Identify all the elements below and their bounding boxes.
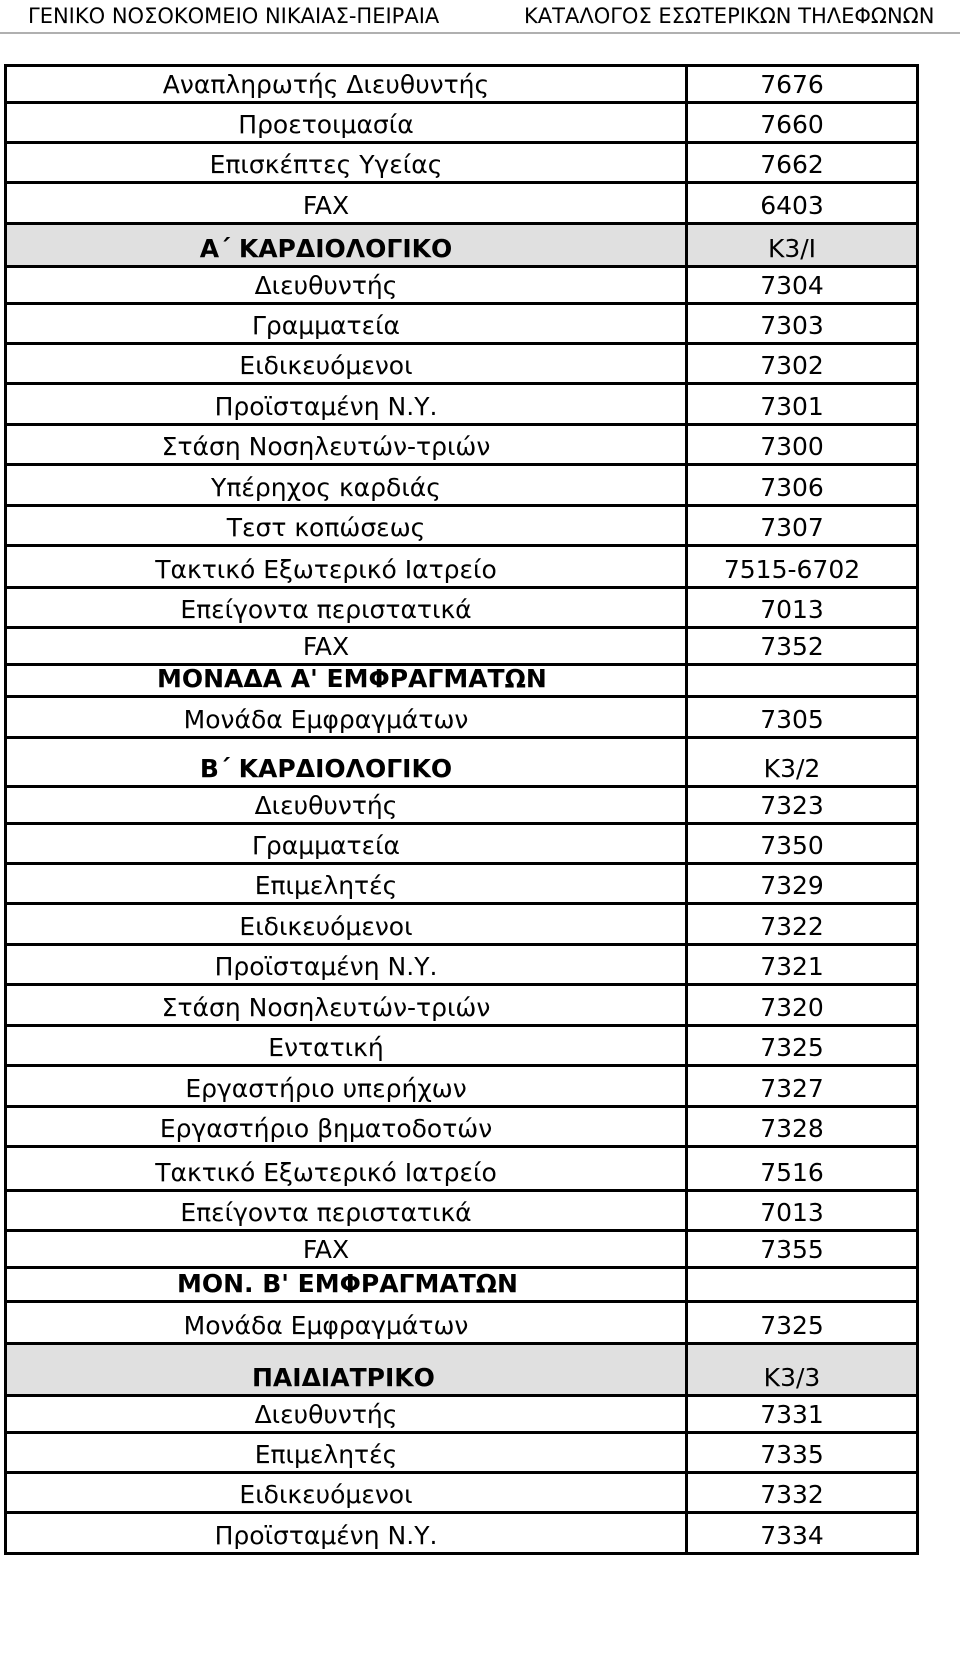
extension-number: 7305 <box>687 697 918 738</box>
table-row <box>6 1231 918 1268</box>
extension-number: 7329 <box>687 864 918 904</box>
table-row <box>6 267 918 304</box>
table-row <box>6 824 918 864</box>
extension-number: 7328 <box>687 1107 918 1147</box>
extension-number: 7676 <box>687 66 918 103</box>
extension-name: Επιμελητές <box>6 1433 687 1473</box>
table-row <box>6 787 918 824</box>
hospital-name: ΓΕΝΙΚΟ ΝΟΣΟΚΟΜΕΙΟ ΝΙΚΑΙΑΣ-ΠΕΙΡΑΙΑ <box>28 4 440 28</box>
extension-number: 7325 <box>687 1302 918 1344</box>
extension-number: 7303 <box>687 304 918 344</box>
extension-name: Α΄ ΚΑΡΔΙΟΛΟΓΙΚΟ <box>6 224 687 267</box>
table-row <box>6 425 918 465</box>
extension-name: Διευθυντής <box>6 787 687 824</box>
extension-number: Κ3/2 <box>687 738 918 787</box>
extension-name: Διευθυντής <box>6 1396 687 1433</box>
extension-number: 7516 <box>687 1147 918 1191</box>
section-header-row <box>6 224 918 267</box>
extension-name: Προϊσταμένη Ν.Υ. <box>6 1513 687 1554</box>
extension-name: Τακτικό Εξωτερικό Ιατρείο <box>6 546 687 588</box>
table-row <box>6 864 918 904</box>
extension-number: 7302 <box>687 344 918 384</box>
directory-title: ΚΑΤΑΛΟΓΟΣ ΕΣΩΤΕΡΙΚΩΝ ΤΗΛΕΦΩΝΩΝ <box>524 4 935 28</box>
table-row <box>6 1513 918 1554</box>
extension-name: Γραμματεία <box>6 304 687 344</box>
extension-name: Γραμματεία <box>6 824 687 864</box>
table-row <box>6 304 918 344</box>
extension-name: ΜΟΝ. Β' ΕΜΦΡΑΓΜΑΤΩΝ <box>6 1268 687 1302</box>
extension-number: 7325 <box>687 1026 918 1066</box>
extension-name: ΜΟΝΑΔΑ Α' ΕΜΦΡΑΓΜΑΤΩΝ <box>6 665 687 697</box>
extension-name: Αναπληρωτής Διευθυντής <box>6 66 687 103</box>
section-header-row <box>6 1344 918 1396</box>
extension-number: 7352 <box>687 628 918 665</box>
table-row <box>6 1147 918 1191</box>
table-row <box>6 945 918 985</box>
extension-number: 7332 <box>687 1473 918 1513</box>
extension-number <box>687 665 918 697</box>
extension-number: 7323 <box>687 787 918 824</box>
table-row <box>6 628 918 665</box>
extension-number: 7334 <box>687 1513 918 1554</box>
header-divider <box>0 32 960 34</box>
extension-name: Μονάδα Εμφραγμάτων <box>6 1302 687 1344</box>
table-row <box>6 1107 918 1147</box>
extension-name: Ειδικευόμενοι <box>6 344 687 384</box>
extension-name: Εντατική <box>6 1026 687 1066</box>
table-row <box>6 103 918 143</box>
extension-name: Προϊσταμένη Ν.Υ. <box>6 945 687 985</box>
table-row <box>6 1396 918 1433</box>
extension-name: Τεστ κοπώσεως <box>6 506 687 546</box>
extension-number: 7322 <box>687 904 918 945</box>
table-row <box>6 1026 918 1066</box>
extension-name: FAX <box>6 183 687 224</box>
extension-number: 7331 <box>687 1396 918 1433</box>
table-row <box>6 546 918 588</box>
table-row <box>6 1191 918 1231</box>
extension-number <box>687 1268 918 1302</box>
extension-name: Ειδικευόμενοι <box>6 1473 687 1513</box>
extension-name: Επείγοντα περιστατικά <box>6 588 687 628</box>
extension-number: 7306 <box>687 465 918 506</box>
extension-name: Διευθυντής <box>6 267 687 304</box>
table-row <box>6 143 918 183</box>
extension-name: Τακτικό Εξωτερικό Ιατρείο <box>6 1147 687 1191</box>
unit-header-row <box>6 1268 918 1302</box>
unit-header-row <box>6 665 918 697</box>
extension-name: Στάση Νοσηλευτών-τριών <box>6 985 687 1026</box>
extension-number: Κ3/Ι <box>687 224 918 267</box>
extension-number: 7327 <box>687 1066 918 1107</box>
table-row <box>6 738 918 787</box>
extension-number: 7515-6702 <box>687 546 918 588</box>
table-row <box>6 1433 918 1473</box>
table-row <box>6 506 918 546</box>
phone-directory <box>4 64 916 1555</box>
extension-number: 7320 <box>687 985 918 1026</box>
table-row <box>6 588 918 628</box>
phone-table <box>4 64 919 1555</box>
table-row <box>6 344 918 384</box>
extension-name: Εργαστήριο βηματοδοτών <box>6 1107 687 1147</box>
table-row <box>6 904 918 945</box>
page-header <box>0 0 960 34</box>
extension-number: 7350 <box>687 824 918 864</box>
table-row <box>6 1473 918 1513</box>
phone-table-body <box>6 66 918 1554</box>
extension-number: 7013 <box>687 588 918 628</box>
extension-name: Μονάδα Εμφραγμάτων <box>6 697 687 738</box>
extension-name: Επισκέπτες Υγείας <box>6 143 687 183</box>
extension-name: Επείγοντα περιστατικά <box>6 1191 687 1231</box>
extension-name: Προϊσταμένη Ν.Υ. <box>6 384 687 425</box>
extension-number: 6403 <box>687 183 918 224</box>
extension-name: FAX <box>6 628 687 665</box>
extension-number: 7301 <box>687 384 918 425</box>
extension-name: Επιμελητές <box>6 864 687 904</box>
table-row <box>6 183 918 224</box>
extension-number: 7355 <box>687 1231 918 1268</box>
table-row <box>6 1066 918 1107</box>
extension-number: 7300 <box>687 425 918 465</box>
extension-name: Εργαστήριο υπερήχων <box>6 1066 687 1107</box>
extension-number: 7321 <box>687 945 918 985</box>
table-row <box>6 66 918 103</box>
table-row <box>6 465 918 506</box>
extension-number: 7013 <box>687 1191 918 1231</box>
table-row <box>6 697 918 738</box>
extension-name: Β΄ ΚΑΡΔΙΟΛΟΓΙΚΟ <box>6 738 687 787</box>
extension-name: Στάση Νοσηλευτών-τριών <box>6 425 687 465</box>
extension-number: 7335 <box>687 1433 918 1473</box>
extension-name: Ειδικευόμενοι <box>6 904 687 945</box>
extension-number: 7307 <box>687 506 918 546</box>
extension-number: 7662 <box>687 143 918 183</box>
extension-name: Προετοιμασία <box>6 103 687 143</box>
table-row <box>6 985 918 1026</box>
table-row <box>6 1302 918 1344</box>
table-row <box>6 384 918 425</box>
extension-name: ΠΑΙΔΙΑΤΡΙΚΟ <box>6 1344 687 1396</box>
extension-number: 7660 <box>687 103 918 143</box>
extension-number: Κ3/3 <box>687 1344 918 1396</box>
extension-name: FAX <box>6 1231 687 1268</box>
extension-number: 7304 <box>687 267 918 304</box>
extension-name: Υπέρηχος καρδιάς <box>6 465 687 506</box>
